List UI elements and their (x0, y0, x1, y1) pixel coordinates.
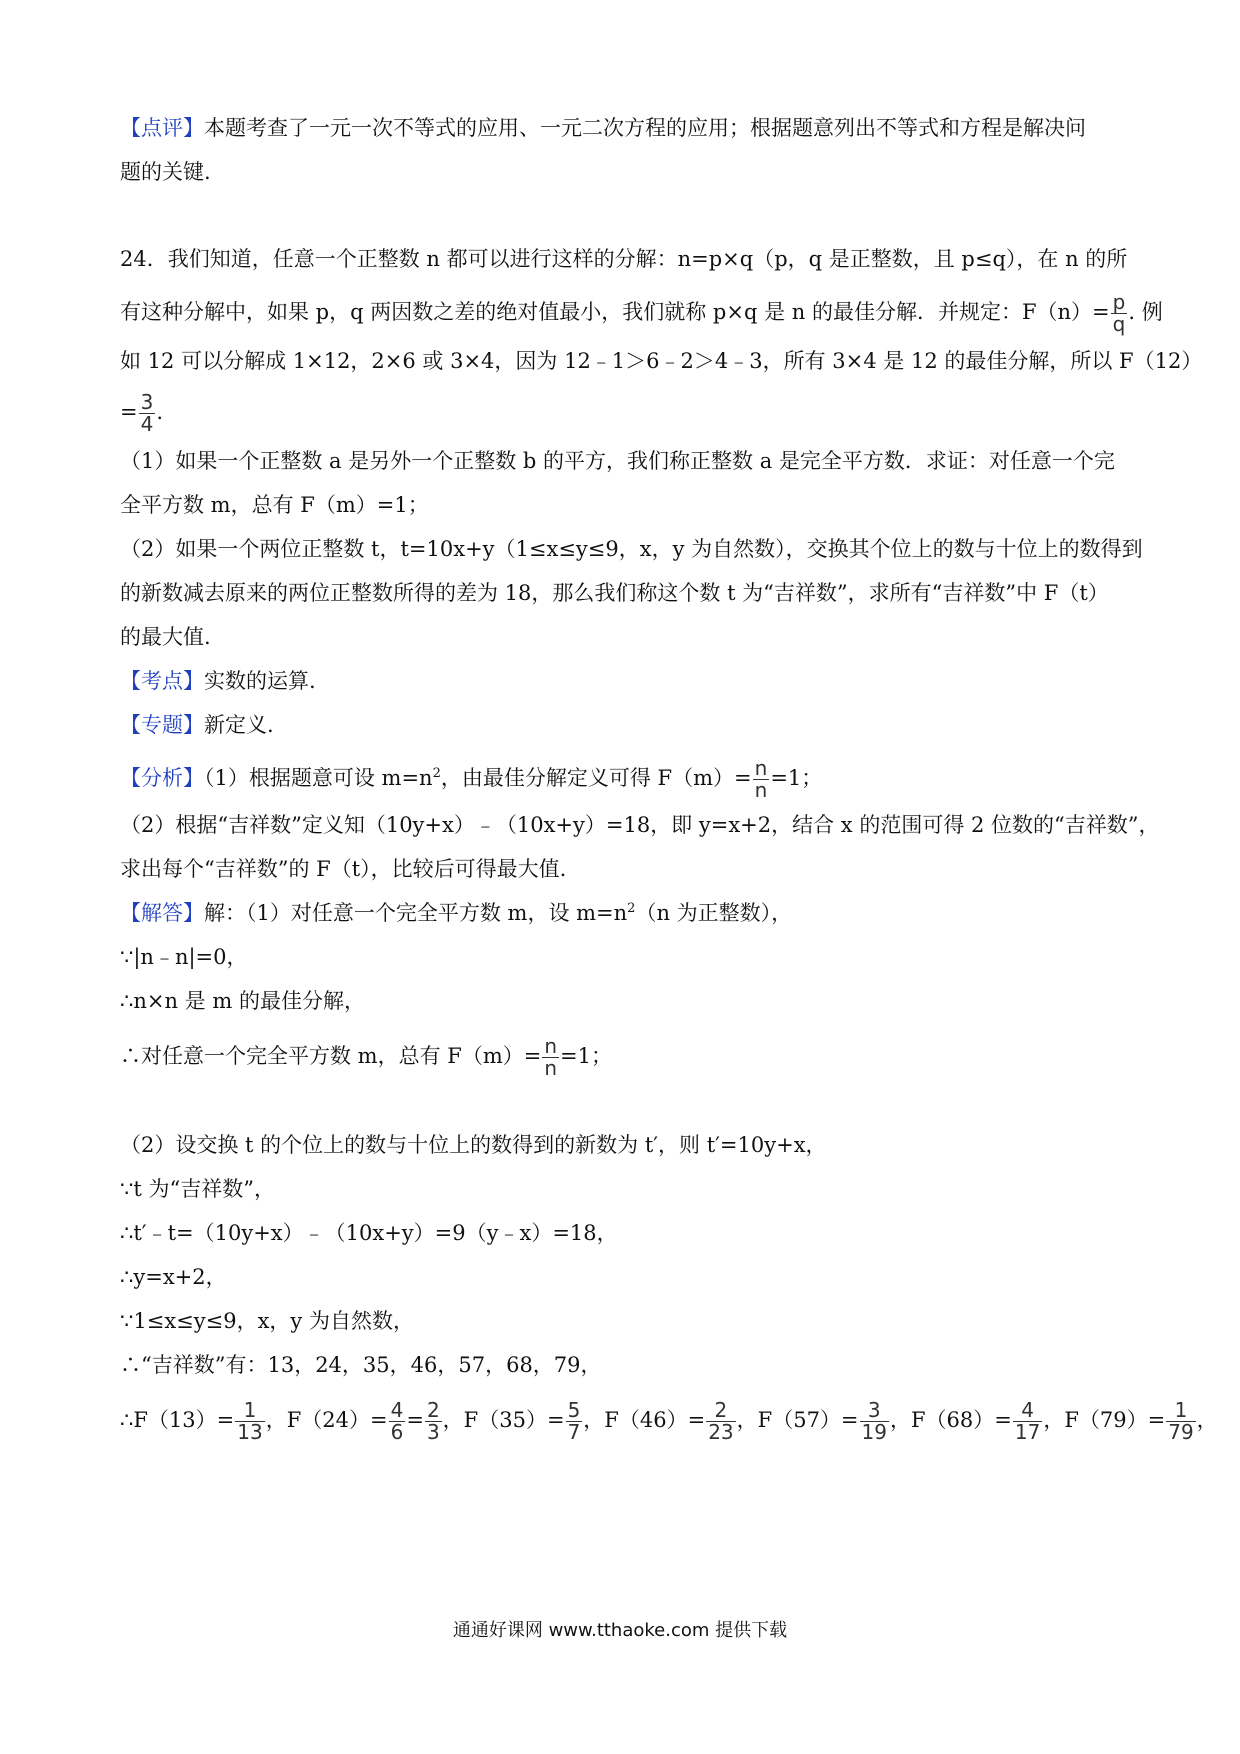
problem-line-1 (120, 244, 1130, 274)
question-1-text-1: （1）如果一个正整数 a 是另外一个正整数 b 的平方，我们称正整数 a 是完全平方数．求证：对任意一个完 (120, 449, 1115, 473)
question-2-text-2: 的新数减去原来的两位正整数所得的差为 18，那么我们称这个数 t 为“吉祥数”，求所有“吉祥数”中 F（t） (120, 581, 1109, 605)
review-line-1 (120, 113, 1130, 143)
fenxi-line-1 (120, 758, 1130, 801)
fraction-f13 (235, 1400, 264, 1443)
fraction-f79 (1166, 1400, 1195, 1443)
problem-text-4b: . (156, 400, 164, 424)
jieda-text-3: ∴n×n 是 m 的最佳分解， (120, 989, 365, 1013)
problem-text-3: 如 12 可以分解成 1×12，2×6 或 3×4，因为 12﹣1＞6﹣2＞4﹣3，所有 3×4 是 12 的最佳分解，所以 F（12） (120, 349, 1203, 373)
jieda-part2-line-3 (120, 1218, 1130, 1248)
fraction-f57 (860, 1400, 889, 1443)
fraction-numerator: 5 (567, 1398, 581, 1422)
fraction-numerator: 4 (1021, 1398, 1034, 1422)
review-text-1: 本题考查了一元一次不等式的应用、一元二次方程的应用；根据题意列出不等式和方程是解决问 (204, 116, 1086, 140)
fenxi-text-3: 求出每个“吉祥数”的 F（t），比较后可得最大值. (120, 857, 567, 881)
jieda-part2-text-3: ∴t′﹣t=（10y+x）﹣（10x+y）=9（y﹣x）=18， (120, 1221, 618, 1245)
fraction-denominator: q (1112, 312, 1126, 336)
fraction-denominator: 6 (390, 1420, 404, 1444)
fenxi-line-2 (120, 810, 1160, 840)
fenxi-line-3 (120, 854, 1130, 884)
problem-text-2a: 有这种分解中，如果 p，q 两因数之差的绝对值最小，我们就称 p×q 是 n 的最佳分解．并规定：F（n）= (120, 300, 1110, 324)
fraction-numerator: 3 (140, 390, 154, 414)
problem-text-1: 24．我们知道，任意一个正整数 n 都可以进行这样的分解：n=p×q（p，q 是正整数，且 p≤q），在 n 的所 (120, 247, 1128, 271)
f-suffix: ， (1196, 1408, 1218, 1432)
kaodian-tag: 【考点】 (120, 669, 204, 693)
jieda-text-1a: 解：（1）对任意一个完全平方数 m，设 m=n (204, 901, 628, 925)
fraction-numerator: n (754, 756, 768, 780)
fenxi-text-1a: （1）根据题意可设 m=n (204, 766, 433, 790)
f24-label: ，F（24）= (265, 1408, 388, 1432)
fenxi-text-2: （2）根据“吉祥数”定义知（10y+x）﹣（10x+y）=18，即 y=x+2，结合 x 的范围可得 2 位数的“吉祥数”， (120, 813, 1160, 837)
equals-sign: = (406, 1408, 424, 1432)
kaodian-text: 实数的运算. (204, 669, 316, 693)
fenxi-text-1c: =1； (770, 766, 823, 790)
question-2-line-2 (120, 578, 1130, 608)
jieda-part2-line-5 (120, 1306, 1130, 1336)
question-1-line-2 (120, 490, 1130, 520)
fraction-denominator: 79 (1168, 1420, 1194, 1444)
review-line-2 (120, 157, 1130, 187)
jieda-part2-line-1 (120, 1130, 1130, 1160)
jieda-part2-text-6: ∴“吉祥数”有：13，24，35，46，57，68，79， (120, 1353, 602, 1377)
fraction-numerator: 2 (426, 1398, 440, 1422)
problem-text-4a: = (120, 400, 138, 424)
fraction-denominator: 23 (708, 1420, 734, 1444)
fraction-n-over-n (542, 1036, 559, 1079)
fraction-denominator: n (544, 1056, 558, 1080)
fraction-f68 (1013, 1400, 1042, 1443)
fraction-denominator: 17 (1014, 1420, 1041, 1444)
kaodian-line (120, 666, 1130, 696)
jieda-text-4a: ∴对任意一个完全平方数 m，总有 F（m）= (120, 1044, 542, 1068)
f-prefix: ∴F（13）= (120, 1408, 235, 1432)
fraction-denominator: n (754, 778, 768, 802)
page-footer: 通通好课网 www.tthaoke.com 提供下载 (452, 1620, 788, 1641)
fraction-denominator: 7 (567, 1420, 581, 1444)
problem-line-3 (120, 346, 1203, 376)
fraction-denominator: 4 (140, 412, 154, 436)
jieda-tag: 【解答】 (120, 901, 204, 925)
jieda-part2-line-2 (120, 1174, 1130, 1204)
fraction-n-over-n (753, 758, 770, 801)
question-2-line-3 (120, 622, 1130, 652)
question-2-text-3: 的最大值. (120, 625, 211, 649)
f46-label: ，F（46）= (583, 1408, 706, 1432)
jieda-part2-text-2: ∵t 为“吉祥数”， (120, 1177, 275, 1201)
question-1-text-2: 全平方数 m，总有 F（m）=1； (120, 493, 429, 517)
f79-label: ，F（79）= (1043, 1408, 1166, 1432)
problem-line-2 (120, 290, 1163, 336)
question-1-line-1 (120, 446, 1130, 476)
problem-text-2b: . 例 (1128, 300, 1163, 324)
fraction-f24-unreduced (389, 1400, 406, 1443)
review-tag: 【点评】 (120, 116, 204, 140)
review-text-2: 题的关键. (120, 160, 211, 184)
fraction-3-over-4 (139, 392, 156, 435)
jieda-line-4 (120, 1036, 1130, 1079)
question-2-line-1 (120, 534, 1143, 564)
problem-line-4 (120, 392, 1130, 435)
jieda-line-1 (120, 898, 1130, 928)
fraction-f35 (566, 1400, 583, 1443)
fraction-p-over-q (1111, 292, 1128, 335)
jieda-text-1b: （n 为正整数）， (635, 901, 793, 925)
fraction-numerator: 2 (714, 1398, 728, 1422)
fraction-numerator: p (1112, 290, 1126, 314)
fraction-denominator: 13 (237, 1420, 263, 1444)
question-2-text-1: （2）如果一个两位正整数 t，t=10x+y（1≤x≤y≤9，x，y 为自然数），交换其个位上的数与十位上的数得到 (120, 537, 1143, 561)
fraction-f24-reduced (425, 1400, 442, 1443)
fraction-numerator: n (544, 1034, 558, 1058)
exponent: 2 (627, 901, 636, 916)
jieda-line-3 (120, 986, 1130, 1016)
fraction-denominator: 3 (426, 1420, 440, 1444)
jieda-line-2 (120, 942, 1130, 972)
f57-label: ，F（57）= (736, 1408, 859, 1432)
jieda-text-2: ∵|n﹣n|=0， (120, 945, 248, 969)
exponent: 2 (432, 766, 441, 781)
jieda-text-4b: =1； (560, 1044, 612, 1068)
fenxi-tag: 【分析】 (120, 766, 204, 790)
f68-label: ，F（68）= (889, 1408, 1012, 1432)
fenxi-text-1b: ，由最佳分解定义可得 F（m）= (440, 766, 752, 790)
zhuanti-text: 新定义. (204, 713, 274, 737)
fraction-denominator: 19 (861, 1420, 887, 1444)
jieda-part2-line-6 (120, 1350, 1130, 1380)
fraction-numerator: 4 (390, 1398, 404, 1422)
fraction-numerator: 1 (243, 1398, 257, 1422)
jieda-fraction-line (120, 1398, 1218, 1444)
jieda-part2-text-5: ∵1≤x≤y≤9，x，y 为自然数， (120, 1309, 414, 1333)
jieda-part2-text-1: （2）设交换 t 的个位上的数与十位上的数得到的新数为 t′，则 t′=10y+x， (120, 1133, 827, 1157)
fraction-numerator: 3 (867, 1398, 881, 1422)
zhuanti-line (120, 710, 1130, 740)
zhuanti-tag: 【专题】 (120, 713, 204, 737)
jieda-part2-text-4: ∴y=x+2， (120, 1265, 227, 1289)
fraction-f46 (706, 1400, 735, 1443)
jieda-part2-line-4 (120, 1262, 1130, 1292)
f35-label: ，F（35）= (442, 1408, 565, 1432)
fraction-numerator: 1 (1174, 1398, 1188, 1422)
